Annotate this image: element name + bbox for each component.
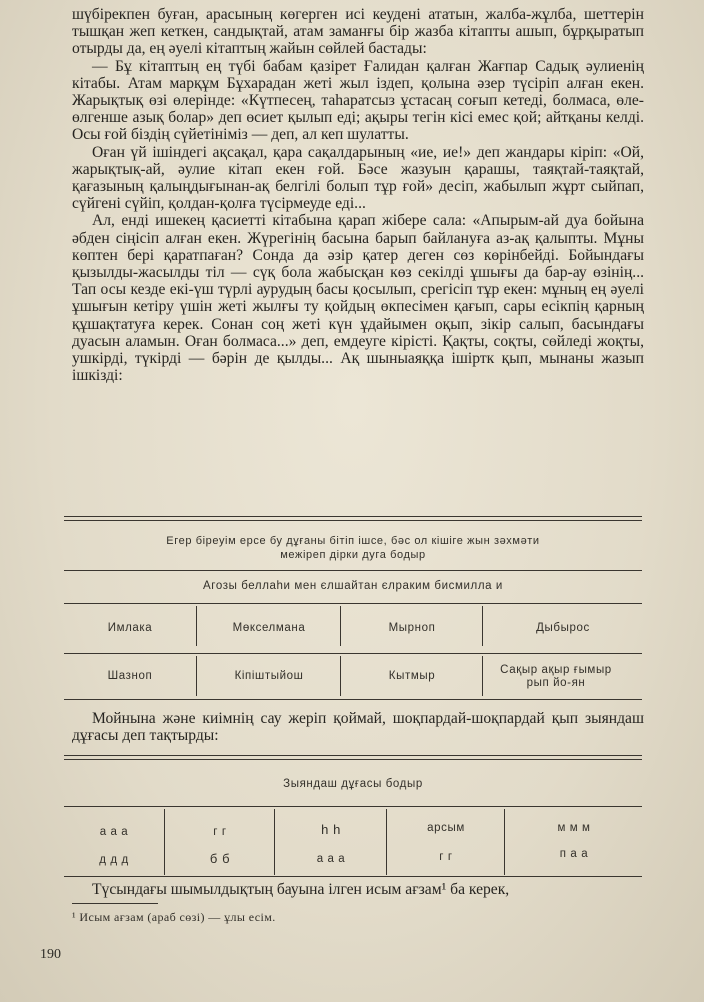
table2-vline-3: [386, 809, 387, 875]
table1-vline-1: [196, 606, 197, 646]
paragraph-4: Ал, енді ишекең қасиетті кітабына қарап жібере сала: «Апырым-ай дуа бойына әбден сіңісіп алған екен. Жүрегінің басына барып байлануға аз-ақ қалыпты. Мұны көптен бері қаратпаған? Сонда да әзір қатер деген сөз көрінбейді. Бойындағы қызылды-жасылды тіл — сүқ бола жабысқан көз секілді ұшығы да бар-ау өзінің... Тап осы кезде екі-үш түрлі аурудың басы қосылып, срегісіп тұр екен: мұның ең әуелі ұшығын кетіру үшін жеті жылғы ту қойдың өкпесімен қағып, сары есікпің қарның құшақтатуға керек. Сонан соң жеті күн ұдайымен оқып, зікір салып, басындағы дуасын аламын. Оған болмаса...» деп, емдеуге кірісті. Қақты, соқты, сөйледі жоқты, ушкірді, түкірді — бәрін де қылды... Ақ шыныаяққа ішіртк қып, мынаны жазып ішкізді:: [72, 212, 644, 385]
table2-cell: арсым: [427, 822, 465, 834]
footnote-rule: [72, 903, 158, 904]
table2-cell: а а а: [316, 853, 346, 865]
table1-rule-3: [64, 603, 642, 604]
table1-cell: Мөкселмана: [232, 622, 306, 634]
page-number: 190: [40, 947, 61, 962]
table1-vline-3: [482, 606, 483, 646]
table1-top-rule-2: [64, 520, 642, 521]
footnote: ¹ Исым ағзам (араб сөзі) — ұлы есім.: [72, 910, 276, 924]
table1-caption-1: Егер біреуім ерсе бу дұғаны бітіп ішсе, бәс ол кішіге жын зәхмәти: [166, 535, 540, 547]
table2-top-rule-2: [64, 759, 642, 760]
table1-top-rule: [64, 516, 642, 517]
mid-text: [72, 710, 644, 744]
table1-cell: Имлака: [107, 622, 153, 634]
last-line: Түсындағы шымылдықтың бауына ілген исым ағзам¹ ба керек,: [92, 881, 510, 898]
table2-cell: а а а: [99, 826, 129, 838]
last-text: [72, 881, 644, 898]
table1-rule-2: [64, 570, 642, 571]
table2-top-rule: [64, 755, 642, 756]
table2-vline-1: [164, 809, 165, 875]
table2-cell: г г: [439, 851, 453, 863]
paragraph-3: Оған үй ішіндегі ақсақал, қара сақалдарының «ие, ие!» деп жандары кіріп: «Ой, жарықтық-ай, әулие кітап екен ғой. Бәсе жазуын қарашы, таяқтай-таяқтай, қағазының қалыңдығынан-ақ белгілі болып тұр ғой» десіп, жабылып жұрт сыйпап, сүйгені сүйіп, қолдан-қолға түсірмеуде еді...: [72, 143, 644, 213]
table2-bottom-rule: [64, 876, 642, 877]
table2-cell: п а а: [559, 848, 589, 860]
table1-vline-5: [340, 656, 341, 696]
paragraph-2: — Бұ кітаптың ең түбі бабам қазірет Ғалидан қалған Жағпар Садық әулиенің кітабы. Атам марқұм Бұхарадан жеті жыл іздеп, қолына әзер түсіріп алған екен. Жарықтық өзі өлерінде: «Күтпесең, таһаратсыз ұстасаң соғып кетеді, болмаса, өле-өлгенше азық болар» деп өсиет қылып еді; ақыры тегін кісі емес қой; айтқаны келді. Осы ғой біздің сүйетініміз — деп, ал кеп шулатты.: [72, 57, 644, 144]
table1-header-row: Агозы беллаһи мен єлшайтан єлраким бисмилла и: [203, 580, 503, 592]
table2-header-row: Зыяндаш дұғасы бодыр: [283, 778, 423, 790]
table2-cell: д д д: [99, 854, 129, 866]
main-text: [72, 6, 644, 384]
table1-vline-4: [196, 656, 197, 696]
table1-bottom-rule: [64, 699, 642, 700]
table2-cell: м м м: [557, 822, 591, 834]
table2-cell: h h: [321, 822, 341, 837]
table1-cell: Дыбырос: [536, 622, 590, 634]
table1-vline-6: [482, 656, 483, 696]
table1-rule-4: [64, 653, 642, 654]
table1-cell: Кытмыр: [388, 670, 436, 682]
table1-vline-2: [340, 606, 341, 646]
table2-vline-4: [504, 809, 505, 875]
mid-paragraph: Мойнына және киімнің сау жеріп қоймай, шоқпардай-шоқпардай қып зыяндаш дұғасы деп тақтырды:: [72, 710, 644, 745]
table2-cell: г г: [213, 826, 227, 838]
table1-caption-2: межіреп дірки дуга бодыр: [280, 549, 426, 561]
table2-vline-2: [274, 809, 275, 875]
table1-cell: Сақыр ақыр ғымыр рып йо-ян: [500, 664, 612, 689]
table1-cell: Шазноп: [107, 670, 153, 682]
table1-cell: Кіпіштыйош: [234, 670, 304, 682]
table1-cell: Мырноп: [388, 622, 436, 634]
table2-rule-2: [64, 806, 642, 807]
paragraph-1: шүбірекпен буған, арасының көгерген исі кеудені ататын, жалба-жұлба, шеттерін тышқан жеп кеткен, сандықтай, атам заманғы бір жазба кітапты ашып, бұрқыратып отырды да, ең әуелі кітаптың жайын сөйлей бастады:: [72, 6, 644, 58]
table2-cell: б б: [209, 851, 231, 866]
